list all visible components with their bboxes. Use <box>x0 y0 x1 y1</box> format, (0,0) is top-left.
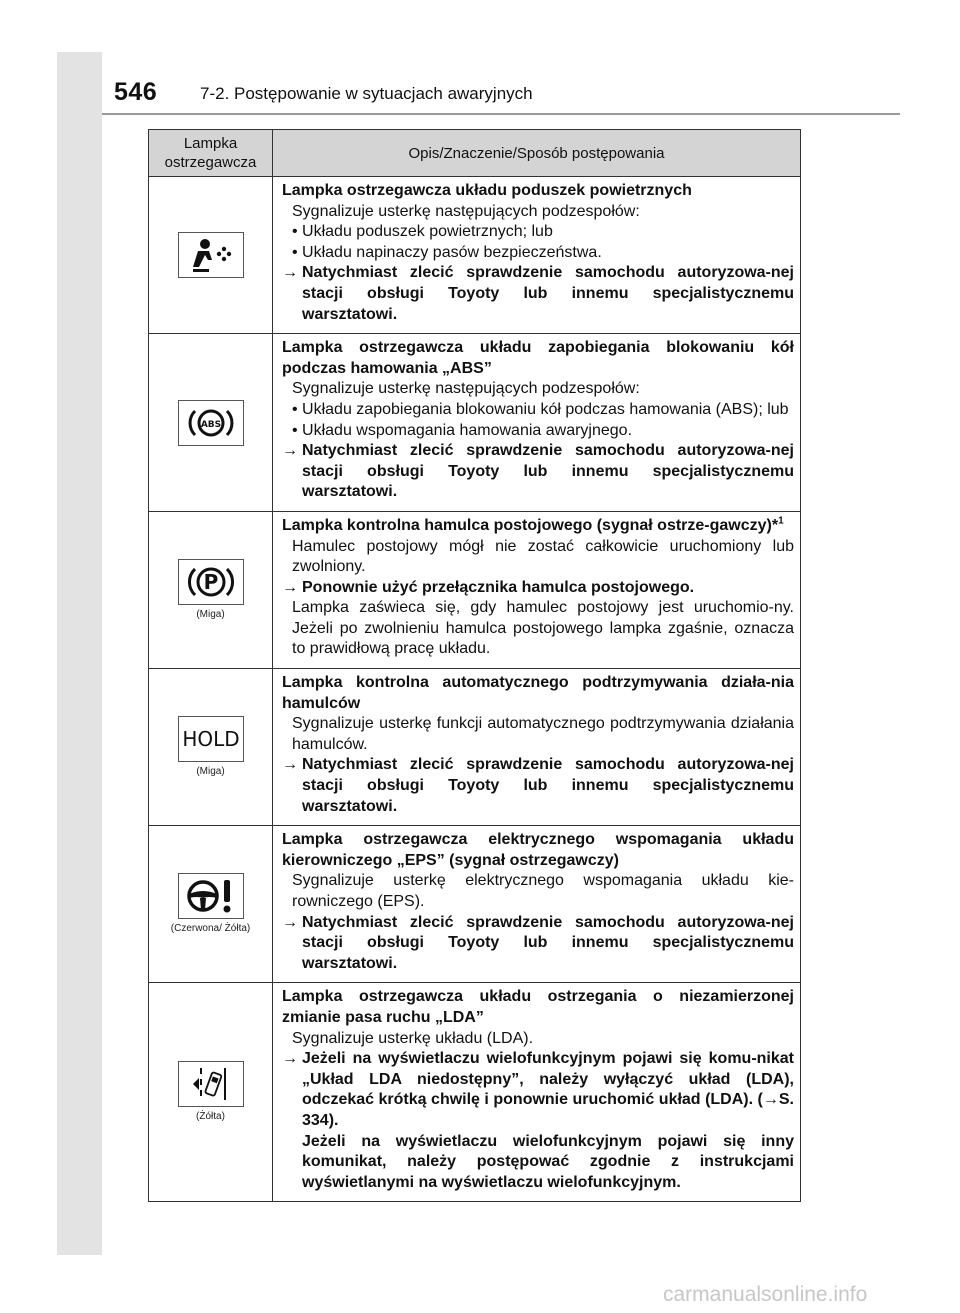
action-text: Natychmiast zlecić sprawdzenie samochodu autoryzowa-nej stacji obsługi Toyoty lub innemu specjalistycznemu warsztatowi. <box>302 756 794 815</box>
svg-text:ABS: ABS <box>200 419 221 430</box>
table-row <box>149 826 801 983</box>
arrow-icon: → <box>282 913 298 931</box>
table-row <box>149 669 801 826</box>
airbag-icon <box>178 232 244 278</box>
warning-title: Lampka ostrzegawcza układu poduszek powietrznych <box>282 182 692 199</box>
description-text: Sygnalizuje usterkę funkcji automatycznego podtrzymywania działania hamulców. <box>292 715 794 753</box>
eps-icon <box>178 873 244 919</box>
warning-lamp-cell <box>149 334 273 512</box>
warning-title: Lampka ostrzegawcza elektrycznego wspomagania układu kierowniczego „EPS” (sygnał ostrzegawczy) <box>282 831 794 869</box>
lamp-state-note: (Żółta) <box>196 1111 225 1123</box>
action-instruction <box>282 1049 794 1131</box>
description-cell <box>273 826 801 983</box>
page-number: 546 <box>114 78 158 106</box>
description-text: Hamulec postojowy mógł nie zostać całkowicie uruchomiony lub zwolniony. <box>292 537 794 576</box>
action-instruction <box>282 263 794 325</box>
warning-title: Lampka kontrolna automatycznego podtrzymywania działa-nia hamulców <box>282 674 794 712</box>
warning-lamp-cell <box>149 669 273 826</box>
warning-lamp-cell <box>149 511 273 668</box>
column-header-description: Opis/Znaczenie/Sposób postępowania <box>273 130 801 177</box>
description-text: Lampka zaświeca się, gdy hamulec postojowy jest uruchomio-ny. Jeżeli po zwolnieniu hamulca postojowego lampka zgaśnie, oznacza to prawidłową pracę układu. <box>292 599 794 658</box>
page-reference-link[interactable]: S. 334). <box>302 1091 794 1129</box>
hold-icon-text: HOLD <box>181 727 240 752</box>
action-instruction <box>282 441 794 503</box>
warning-lamp-cell <box>149 983 273 1202</box>
description-cell <box>273 669 801 826</box>
hold-icon <box>178 716 244 762</box>
bullet-item: • Układu wspomagania hamowania awaryjnego. <box>292 421 633 439</box>
description-text: Sygnalizuje usterkę następujących podzespołów: <box>292 202 640 220</box>
arrow-icon: → <box>282 1050 298 1068</box>
warning-title: Lampka ostrzegawcza układu zapobiegania blokowaniu kół podczas hamowania „ABS” <box>282 339 794 377</box>
description-text: Sygnalizuje usterkę następujących podzespołów: <box>292 380 640 398</box>
table-row <box>149 511 801 668</box>
section-title: 7-2. Postępowanie w sytuacjach awaryjnych <box>200 84 533 103</box>
header-rule <box>102 113 900 115</box>
table-header-row <box>149 130 801 177</box>
bullet-item: • Układu napinaczy pasów bezpieczeństwa. <box>292 243 602 261</box>
action-instruction <box>282 578 794 599</box>
lamp-state-note: (Miga) <box>196 766 225 778</box>
lamp-state-note: (Miga) <box>196 608 225 620</box>
action-instruction <box>282 913 794 975</box>
warning-lamp-cell <box>149 177 273 334</box>
arrow-icon: → <box>282 442 298 460</box>
table-row <box>149 177 801 334</box>
action-text: Jeżeli na wyświetlaczu wielofunkcyjnym pojawi się inny komunikat, należy postępować zgodnie z instrukcjami wyświetlanymi na wyświetlaczu wielofunkcyjnym. <box>302 1132 794 1191</box>
warning-lights-table <box>148 129 801 1202</box>
arrow-icon: → <box>282 264 298 282</box>
description-cell <box>273 177 801 334</box>
column-header-lamp <box>149 130 273 177</box>
bullet-item: • Układu zapobiegania blokowaniu kół podczas hamowania (ABS); lub <box>292 400 789 418</box>
abs-icon <box>178 400 244 446</box>
side-margin-band <box>57 52 102 1255</box>
arrow-icon: → <box>762 1091 779 1109</box>
footnote-marker: 1 <box>778 515 784 527</box>
parking-brake-icon <box>178 559 244 605</box>
bullet-item: • Układu poduszek powietrznych; lub <box>292 223 553 241</box>
description-cell <box>273 334 801 512</box>
description-cell <box>273 983 801 1202</box>
column-header-lamp-line2: ostrzegawcza <box>164 154 257 171</box>
lda-icon <box>178 1061 244 1107</box>
lamp-state-note: (Czerwona/ Żółta) <box>170 923 251 935</box>
action-text: Natychmiast zlecić sprawdzenie samochodu autoryzowa-nej stacji obsługi Toyoty lub innemu specjalistycznemu warsztatowi. <box>302 913 794 972</box>
column-header-lamp-line1: Lampka <box>183 135 238 152</box>
description-text: Sygnalizuje usterkę układu (LDA). <box>292 1029 534 1047</box>
warning-title: Lampka kontrolna hamulca postojowego (sygnał ostrze-gawczy)*$^1$ <box>282 515 784 534</box>
description-cell <box>273 511 801 668</box>
action-text: Ponownie użyć przełącznika hamulca postojowego. <box>302 578 695 596</box>
table-row <box>149 983 801 1202</box>
action-text: Jeżeli na wyświetlaczu wielofunkcyjnym pojawi się komu-nikat „Układ LDA niedostępny”, należy wyłączyć układ (LDA), odczekać krótką chwilę i ponownie uruchomić układ (LDA). ( <box>302 1050 794 1109</box>
description-text: Sygnalizuje usterkę elektrycznego wspomagania układu kie-rowniczego (EPS). <box>292 872 794 910</box>
arrow-icon: → <box>282 578 298 596</box>
warning-lamp-cell <box>149 826 273 983</box>
warning-title: Lampka ostrzegawcza układu ostrzegania o niezamierzonej zmianie pasa ruchu „LDA” <box>282 988 794 1026</box>
arrow-icon: → <box>282 756 298 774</box>
svg-text:P: P <box>203 569 218 594</box>
action-text: Natychmiast zlecić sprawdzenie samochodu autoryzowa-nej stacji obsługi Toyoty lub innemu specjalistycznemu warsztatowi. <box>302 442 794 501</box>
action-text: Natychmiast zlecić sprawdzenie samochodu autoryzowa-nej stacji obsługi Toyoty lub innemu specjalistycznemu warsztatowi. <box>302 264 794 323</box>
watermark: carmanualsonline.info <box>663 1283 868 1306</box>
table-row <box>149 334 801 512</box>
action-instruction <box>282 755 794 817</box>
